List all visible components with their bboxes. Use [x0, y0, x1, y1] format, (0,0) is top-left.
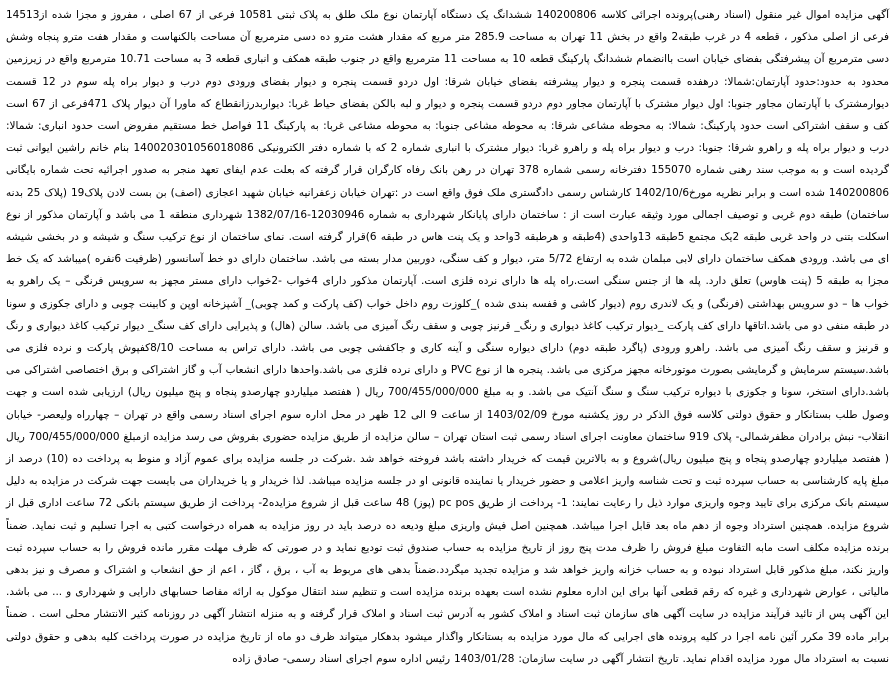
auction-notice-text: آگهی مزایده اموال غیر منقول (اسناد رهنی)پرونده اجرائی کلاسه 140200806 ششدانگ یک دستگاه آپارتمان نوع ملک طلق به پلاک ثبتی 10581 فرعی از 67 اصلی ، مفروز و مجزا شده از14513 فرعی از اصلی مذکور ، قطعه 4 در غرب طبقه2 واقع در بخش 11 تهران به مساحت 285.9 متر مربع که مقدار هشت مترو ده دسی مترمربع آن مساحت بالکنهاست و مقدار هفت مترو پنجاه وشش دسی مترمربع آن پیشرفتگی بفضای خیابان است باانضمام ششدانگ پارکینگ قطعه 10 به مساحت 11 مترمربع واقع در جنوب طبقه همکف و انباری قطعه 3 به مساحت 10.71 مترمربع واقع در زیرزمین محدود به حدود:حدود آپارتمان:شمالا: درهفده قسمت پنجره و دیوار پیشرفته بفضای خیابان شرقا: اول دردو قسمت پنجره و دیوار بفضای ورودی دوم درب و دیوار براه پله سوم در 12 قسمت دیوارمشترک با آپارتمان مجاور جنوبا: اول دیوار مشترک با آپارتمان مجاور دوم دردو قسمت پنجره و دیوار و لبه بالکن بفضای حیاط غربا: دیواربدرزانقطاع که ماورا آن دیوار پلاک 471فرعی از 67 است کف و سقف اشتراکی است حدود پارکینگ: شمالا: به محوطه مشاعی شرقا: به محوطه مشاعی جنوبا: به محوطه مشاعی غربا: به پارکینگ 11 فواصل خط مستقیم مفروض است حدود انباری: شمالا: درب و دیوار براه پله و راهرو شرقا: جنوبا: درب و دیوار براه پله و راهرو غربا: دیوار مشترک با انباری شماره 2 که با شماره دفتر الکترونیکی 140020301056018086 بنام خانم راشین ایوانی ثبت گردیده است و به موجب سند رهنی شماره 155070 دفترخانه رسمی شماره 378 تهران در رهن بانک رفاه کارگران قرار گرفته که بعلت عدم ایفای تعهد منجر به صدور اجرائیه تحت شماره بایگانی 140200806 شده است و برابر نظریه مورخ1402/10/6 کارشناس رسمی دادگستری ملک فوق واقع است در :تهران خیابان زعفرانیه خیابان شهید اعجازی (اصف) بن بست لادن پلاک19 (پلاک 25 بدنه ساختمان) طبقه دوم غربی و توصیف اجمالی مورد وثیقه عبارت است از : ساختمان دارای پایانکار شهرداری به شماره 12030946-1382/07/16 شهرداری منطقه 1 می باشد و آپارتمان مذکور از نوع اسکلت بتنی در واحد غربی طبقه 2یک مجتمع 5طبقه 13واحدی (4طبقه و هرطبقه 3واحد و یک پنت هاس در طبقه 6)قرار گرفته است. نمای ساختمان از نوع ترکیب سنگ و شیشه و در بخشی شیشه ای می باشد. ورودی همکف ساختمان دارای لابی مبلمان شده به ارتفاع 5/72 متر، دیوار و کف سنگی، دوربین مدار بسته می باشد. ساختمان دارای دو خط آسانسور (ظرفیت 6نفره )میباشد که یک خط مجزا به طبقه 5 (پنت هاوس) تعلق دارد. پله ها از جنس سنگی است.راه پله ها دارای نرده فلزی است. آپارتمان مذکور دارای 4خواب -2خواب دارای مستر مجهز به سرویس فرنگی – یک راهرو به خواب ها – دو سرویس بهداشتی (فرنگی) و یک لاندری روم (دیوار کاشی و قفسه بندی شده )_کلوزت روم داخل خواب (کف پارکت و کمد چوبی)_ آشپزخانه اوپن و کابینت چوبی و دارای جکوزی و سونا در طبقه منفی دو می باشد.اتاقها دارای کف پارکت _دیوار ترکیب کاغذ دیواری و رنگ_ قرنیز چوبی و سقف رنگ آمیزی می باشد. سالن (هال) و پذیرایی دارای کف سنگ_ دیوار ترکیب کاغذ دیواری و رنگ و قرنیز و سقف رنگ آمیزی می باشد. راهرو ورودی (پاگرد طبقه دوم) دارای دیواره سنگی و آینه کاری و جاکفشی چوبی می باشد. دارای تراس به مساحت 8/10کفپوش پارکت و نرده فلزی می باشد.سیستم سرمایش و گرمایشی بصورت موتورخانه مجهز مرکزی می باشد. پنجره ها از نوع PVC و دارای نرده فلزی می باشد.واحدها دارای انشعاب آب و گاز اشتراکی و برق اختصاصی اشتراکی می باشد.دارای استخر، سونا و جکوزی با دیواره ترکیب سنگ و سنگ آنتیک می باشد. و به مبلغ 700/455/000/000 ریال ( هفتصد میلیاردو چهارصدو پنجاه و پنج میلیون ریال) ارزیابی شده است و جهت وصول طلب بستانکار و حقوق دولتی کلاسه فوق الذکر در روز یکشنبه مورخ 1403/02/09 از ساعت 9 الی 12 ظهر در محل اداره سوم اجرای اسناد رسمی واقع در تهران – چهارراه ولیعصر- خیابان انقلاب- نبش برادران مظفرشمالی- پلاک 919 ساختمان معاونت اجرای اسناد رسمی ثبت استان تهران – سالن مزایده از طریق مزایده حضوری بفروش می رسد مزایده ازمبلغ 700/455/000/000 ریال ( هفتصد میلیاردو چهارصدو پنجاه و پنج میلیون ریال)شروع و به بالاترین قیمت که خریدار داشته باشد فروخته خواهد شد .شرکت در جلسه مزایده برای عموم آزاد و منوط به پرداخت ده (10) درصد از مبلغ پایه کارشناسی به حساب سپرده ثبت و تحت شناسه واریز اعلامی و حضور خریدار یا نماینده قانونی او در جلسه مزایده میباشد. لذا خریدار و یا خریداران می بایست جهت شرکت در مزایده به دلیل سیستم بانک مرکزی برای تایید وجوه واریزی موارد ذیل را رعایت نمایند: 1- پرداخت از طریق pc pos (پوز) 48 ساعت قبل از شروع مزایده2- پرداخت از طریق سیستم بانکی 72 ساعت اداری قبل از شروع مزایده. همچنین استرداد وجوه از دهم ماه بعد قابل اجرا میباشد. همچنین اصل فیش واریزی مبلغ ودیعه ده درصد باید در روز مزایده به همراه درخواست کتبی به اجرا تسلیم و ثبت نماید. ضمناً برنده مزایده مکلف است مابه التفاوت مبلغ فروش را ظرف مدت پنج روز از تاریخ مزایده به حساب صندوق ثبت تودیع نماید و در صورتی که ظرف مهلت مقرر مانده فروش را به حساب سپرده ثبت واریز نکند، مبلغ مذکور قابل استرداد نبوده و به حساب خزانه واریز خواهد شد و مزایده تجدید میگردد.ضمناً بدهی های مربوط به آب ، برق ، گاز ، اعم از حق انشعاب و اشتراک و مصرف و نیز بدهی مالیاتی ، عوارض شهرداری و غیره که رقم قطعی آنها برای این اداره معلوم نشده است بعهده برنده مزایده است و تنظیم سند انتقال موکول به ارائه مفاصا حسابهای دارایی و شهرداری و ... می باشد. این آگهی پس از تائید فرآیند مزایده در سایت آگهی های سازمان ثبت اسناد و املاک کشور به آدرس ثبت اسناد و املاک قرار گرفته و به منزله انتشار آگهی در روزنامه کثیر الانتشار محلی است . ضمناً برابر ماده 39 مکرر آئین نامه اجرا در کلیه پرونده های اجرایی که مال مورد مزایده به بستانکار واگذار میشود بدهکار میتواند ظرف دو ماه از تاریخ مزایده در صورت پرداخت کلیه بدهی و حقوق دولتی نسبت به استرداد مال مورد مزایده اقدام نماید. تاریخ انتشار آگهی در سایت سازمان: 1403/01/28 رئیس اداره سوم اجرای اسناد رسمی- صادق زاده: [6, 9, 890, 665]
